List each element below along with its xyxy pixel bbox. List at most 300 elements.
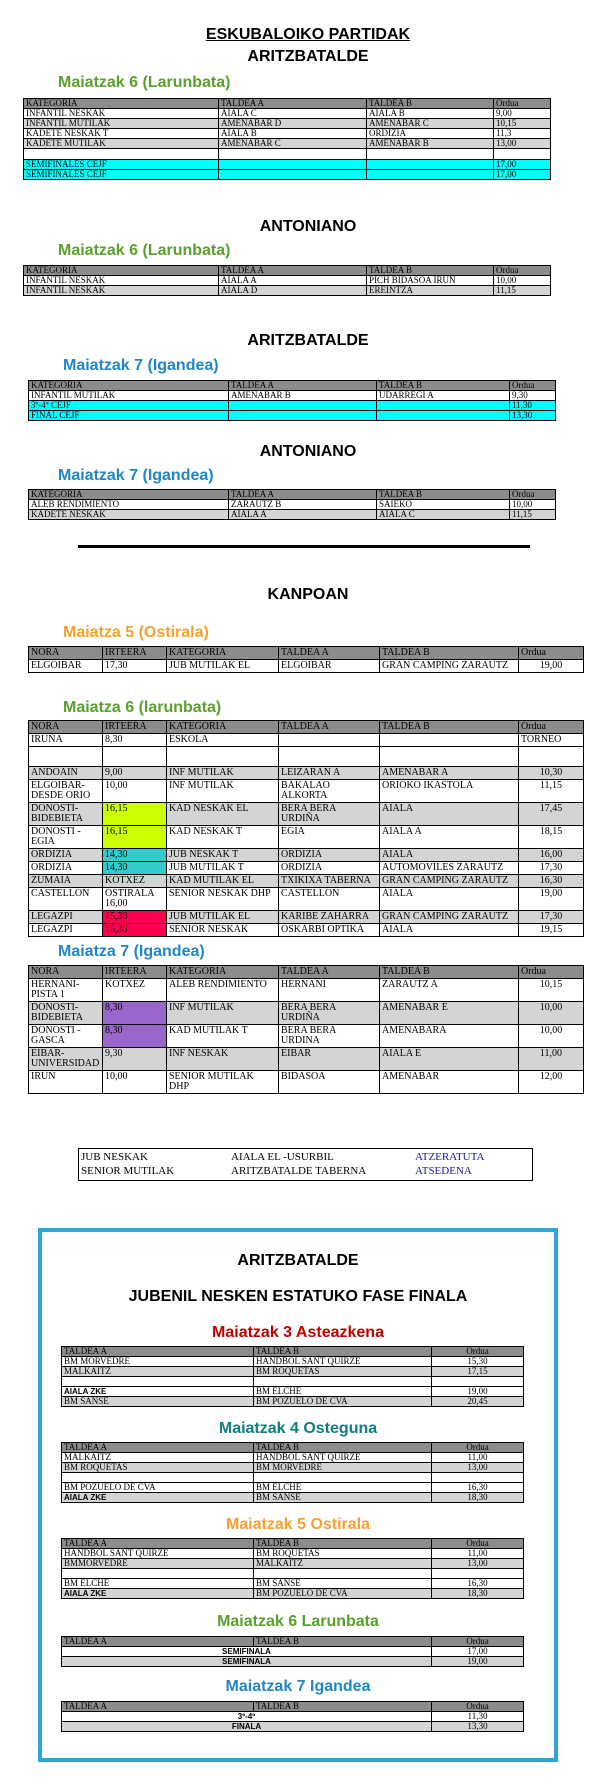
col-header: TALDEA B — [254, 1539, 432, 1549]
table-row — [29, 924, 584, 937]
final-table — [61, 1636, 524, 1667]
table-cell: JUB MUTILAK T — [167, 862, 279, 875]
table-header-row — [29, 647, 584, 660]
table-row — [29, 888, 584, 911]
col-header: Ordua — [432, 1702, 524, 1712]
table-cell — [24, 149, 219, 160]
table-cell: BM ROQUETAS — [254, 1549, 432, 1559]
col-header: TALDEA B — [254, 1347, 432, 1357]
table-cell: 19,00 — [432, 1657, 524, 1667]
table-cell — [380, 747, 519, 767]
table-cell: MALKAITZ — [62, 1367, 254, 1377]
table-cell: 3º-4º CEJF — [29, 401, 229, 411]
col-header: TALDEA A — [279, 966, 380, 979]
table-cell: FINAL CEJF — [29, 411, 229, 421]
table-cell: AUTOMOVILES ZARAUTZ — [380, 862, 519, 875]
table-cell: OSKARBI OPTIKA — [279, 924, 380, 937]
table-row — [62, 1559, 524, 1569]
table-cell — [519, 747, 584, 767]
notice-category: SENIOR MUTILAK — [81, 1165, 175, 1177]
table-cell: INF MUTILAK — [167, 780, 279, 803]
col-header: KATEGORIA — [167, 721, 279, 734]
table-cell — [62, 1377, 254, 1387]
table-cell — [62, 1569, 254, 1579]
table-cell: KADETE NESKAK T — [24, 129, 219, 139]
table-row — [62, 1453, 524, 1463]
table-row — [62, 1569, 524, 1579]
notice-team: AIALA EL -USURBIL — [231, 1151, 334, 1163]
table-cell: MALKAITZ — [62, 1453, 254, 1463]
table-cell — [254, 1377, 432, 1387]
table-cell: BM POZUELO DE CVA — [254, 1397, 432, 1407]
venue-heading: ARITZBATALDE — [247, 332, 369, 349]
table-cell: 10,00 — [103, 780, 167, 803]
table-cell: 12,00 — [519, 1071, 584, 1094]
table-header-row — [62, 1443, 524, 1453]
table-header-row — [29, 381, 556, 391]
table-cell: AIALA — [380, 888, 519, 911]
table-cell: AIALA A — [229, 510, 377, 520]
table-cell: AMENABAR D — [219, 119, 367, 129]
table-row — [62, 1647, 524, 1657]
table-cell: BM ELCHE — [254, 1483, 432, 1493]
col-header: Ordua — [432, 1347, 524, 1357]
table-cell: DONOSTI-BIDEBIETA — [29, 803, 103, 826]
col-header: KATEGORIA — [167, 966, 279, 979]
table-cell: 10,00 — [519, 1002, 584, 1025]
table-cell — [432, 1377, 524, 1387]
table-cell: 15,30 — [103, 911, 167, 924]
table-row — [29, 1025, 584, 1048]
col-header: Ordua — [494, 266, 551, 276]
table-cell: BM ELCHE — [254, 1387, 432, 1397]
day-heading: Maiatzak 7 (Igandea) — [63, 357, 219, 374]
table-cell: EREINTZA — [367, 286, 494, 296]
table-cell: AMENABAR B — [367, 139, 494, 149]
table-row — [24, 286, 551, 296]
table-cell: JUB NESKAK T — [167, 849, 279, 862]
table-cell: 16,30 — [519, 875, 584, 888]
table-cell: BM POZUELO DE CVA — [62, 1483, 254, 1493]
table-cell — [219, 170, 367, 180]
away-table — [28, 965, 584, 1094]
col-header: TALDEA B — [254, 1637, 432, 1647]
table-cell — [29, 747, 103, 767]
col-header: Ordua — [494, 99, 551, 109]
table-cell: 10,00 — [103, 1071, 167, 1094]
col-header: KATEGORIA — [24, 99, 219, 109]
table-row — [24, 149, 551, 160]
table-row — [62, 1463, 524, 1473]
table-row — [62, 1549, 524, 1559]
day-heading: Maiatzak 5 Ostirala — [225, 1516, 371, 1533]
table-cell: DONOSTI-BIDEBIETA — [29, 1002, 103, 1025]
table-cell: SEMIFINALES CEJF — [24, 170, 219, 180]
table-cell: BM SANSE — [254, 1493, 432, 1503]
table-row — [29, 391, 556, 401]
table-header-row — [29, 966, 584, 979]
col-header: TALDEA A — [62, 1443, 254, 1453]
table-row — [62, 1367, 524, 1377]
table-cell: ELGOIBAR-DESDE ORIO — [29, 780, 103, 803]
day-heading: Maiatzak 6 (Larunbata) — [58, 242, 231, 259]
col-header: TALDEA A — [62, 1347, 254, 1357]
table-cell: 10,15 — [519, 979, 584, 1002]
table-cell: LEGAZPI — [29, 911, 103, 924]
table-cell: ESKOLA — [167, 734, 279, 747]
table-cell — [494, 149, 551, 160]
table-cell: AIALA ZKE — [62, 1589, 254, 1599]
table-cell: INFANTIL NESKAK — [24, 276, 219, 286]
table-cell: BMMORVEDRE — [62, 1559, 254, 1569]
table-cell: AIALA B — [219, 129, 367, 139]
table-cell: BM SANSE — [254, 1579, 432, 1589]
table-cell: KAD NESKAK EL — [167, 803, 279, 826]
table-cell: 11,3 — [494, 129, 551, 139]
final-table — [61, 1701, 524, 1732]
table-row — [29, 1071, 584, 1094]
table-cell: INF NESKAK — [167, 1048, 279, 1071]
table-cell: 11,30 — [432, 1712, 524, 1722]
table-cell: 17,15 — [432, 1367, 524, 1377]
table-cell: 13,30 — [510, 411, 556, 421]
table-cell: 14,30 — [103, 849, 167, 862]
table-cell: AMENABAR A — [380, 767, 519, 780]
table-cell: 10,00 — [519, 1025, 584, 1048]
col-header: TALDEA A — [279, 721, 380, 734]
table-cell: HERNANI — [279, 979, 380, 1002]
final-phase-box — [38, 1228, 558, 1762]
col-header: KATEGORIA — [167, 647, 279, 660]
table-row — [24, 109, 551, 119]
table-cell — [279, 747, 380, 767]
schedule-table — [23, 98, 551, 180]
table-cell: AIALA E — [380, 1048, 519, 1071]
table-cell: TORNEO — [519, 734, 584, 747]
table-row — [29, 747, 584, 767]
col-header: NORA — [29, 647, 103, 660]
table-cell: AMENABAR C — [367, 119, 494, 129]
table-cell: KAD NESKAK T — [167, 826, 279, 849]
section-title: KANPOAN — [267, 586, 349, 603]
table-row — [29, 401, 556, 411]
day-heading: Maiatzak 6 Larunbata — [217, 1613, 379, 1630]
table-cell — [103, 747, 167, 767]
table-row — [62, 1473, 524, 1483]
final-table — [61, 1442, 524, 1503]
col-header: TALDEA A — [279, 647, 380, 660]
notice-box — [78, 1148, 533, 1181]
table-cell: AIALA A — [380, 826, 519, 849]
table-cell: 10,00 — [510, 500, 556, 510]
schedule-table — [23, 265, 551, 296]
table-row — [62, 1722, 524, 1732]
table-cell: 11,15 — [519, 780, 584, 803]
table-cell: 10,00 — [494, 276, 551, 286]
table-cell: 17,00 — [432, 1647, 524, 1657]
table-cell: 16,15 — [103, 803, 167, 826]
table-cell: MALKAITZ — [254, 1559, 432, 1569]
table-cell — [377, 411, 510, 421]
col-header: IRTEERA — [103, 966, 167, 979]
col-header: TALDEA A — [229, 490, 377, 500]
table-cell: BM POZUELO DE CVA — [254, 1589, 432, 1599]
col-header: Ordua — [519, 721, 584, 734]
table-row — [29, 803, 584, 826]
notice-team: ARITZBATALDE TABERNA — [231, 1165, 367, 1177]
table-cell: ALEB RENDIMIENTO — [29, 500, 229, 510]
table-cell: AMENABAR — [380, 1071, 519, 1094]
table-cell: INFANTIL NESKAK — [24, 109, 219, 119]
table-row — [24, 170, 551, 180]
col-header: TALDEA B — [254, 1702, 432, 1712]
table-cell: LEGAZPI — [29, 924, 103, 937]
table-cell: INFANTIL MUTILAK — [29, 391, 229, 401]
col-header: Ordua — [432, 1539, 524, 1549]
table-cell: AIALA C — [377, 510, 510, 520]
table-cell: 17,30 — [103, 660, 167, 673]
table-cell: 8,30 — [103, 1025, 167, 1048]
table-cell — [62, 1473, 254, 1483]
col-header: TALDEA B — [380, 647, 519, 660]
table-cell: BM MORVEDRE — [62, 1357, 254, 1367]
table-cell — [229, 401, 377, 411]
table-row — [24, 119, 551, 129]
table-row — [62, 1387, 524, 1397]
col-header: Ordua — [510, 490, 556, 500]
table-cell: 18,30 — [432, 1589, 524, 1599]
table-cell: 15,30 — [432, 1357, 524, 1367]
table-cell: 16,30 — [432, 1579, 524, 1589]
day-heading: Maiatza 6 (larunbata) — [63, 699, 222, 716]
col-header: TALDEA B — [254, 1443, 432, 1453]
table-row — [24, 139, 551, 149]
table-cell: 17,45 — [519, 803, 584, 826]
table-header-row — [24, 266, 551, 276]
table-cell: OSTIRALA 16,00 — [103, 888, 167, 911]
table-row — [29, 510, 556, 520]
table-cell — [254, 1569, 432, 1579]
table-cell: CASTELLON — [29, 888, 103, 911]
table-cell — [254, 1473, 432, 1483]
table-cell: DONOSTI -GASCA — [29, 1025, 103, 1048]
table-cell — [380, 734, 519, 747]
table-row — [29, 826, 584, 849]
table-cell: 11,15 — [494, 286, 551, 296]
table-cell: KADETE NESKAK — [29, 510, 229, 520]
schedule-table — [28, 380, 556, 421]
table-cell: KOTXEZ — [103, 979, 167, 1002]
away-table — [28, 720, 584, 937]
table-cell — [279, 734, 380, 747]
table-cell: INFANTIL NESKAK — [24, 286, 219, 296]
table-row — [29, 780, 584, 803]
table-cell: 11,30 — [510, 401, 556, 411]
table-row — [24, 276, 551, 286]
table-cell: HANDBOL SANT QUIRZE — [254, 1357, 432, 1367]
table-cell: 16,00 — [519, 849, 584, 862]
table-cell — [377, 401, 510, 411]
table-cell: INF MUTILAK — [167, 767, 279, 780]
table-cell: FINALA — [62, 1722, 432, 1732]
table-cell: JUB MUTILAK EL — [167, 911, 279, 924]
day-heading: Maiatza 7 (Igandea) — [58, 943, 205, 960]
notice-category: JUB NESKAK — [81, 1151, 148, 1163]
day-heading: Maiatzak 7 Igandea — [225, 1678, 371, 1695]
table-cell: GRAN CAMPING ZARAUTZ — [380, 875, 519, 888]
table-cell: KOTXEZ — [103, 875, 167, 888]
notice-status: ATSEDENA — [415, 1165, 472, 1177]
table-cell: AIALA D — [219, 286, 367, 296]
table-row — [29, 1048, 584, 1071]
table-header-row — [62, 1539, 524, 1549]
table-cell: 11,00 — [519, 1048, 584, 1071]
final-title: JUBENIL NESKEN ESTATUKO FASE FINALA — [128, 1288, 468, 1305]
table-row — [62, 1579, 524, 1589]
day-heading: Maiatzak 3 Asteazkena — [212, 1324, 384, 1341]
col-header: NORA — [29, 721, 103, 734]
col-header: Ordua — [432, 1443, 524, 1453]
table-cell: 8,30 — [103, 734, 167, 747]
table-cell: AIALA B — [367, 109, 494, 119]
table-cell — [167, 747, 279, 767]
table-row — [29, 660, 584, 673]
table-cell: AMENABAR B — [229, 391, 377, 401]
table-cell: CASTELLON — [279, 888, 380, 911]
col-header: Ordua — [519, 966, 584, 979]
col-header: Ordua — [510, 381, 556, 391]
table-cell: 13,30 — [432, 1722, 524, 1732]
table-cell: 17,00 — [494, 160, 551, 170]
table-cell: ZARAUTZ B — [229, 500, 377, 510]
day-heading: Maiatzak 6 (Larunbata) — [58, 74, 231, 91]
col-header: TALDEA B — [367, 99, 494, 109]
table-cell: GRAN CAMPING ZARAUTZ — [380, 911, 519, 924]
table-cell: 11,15 — [510, 510, 556, 520]
table-row — [62, 1377, 524, 1387]
page-title: ESKUBALOIKO PARTIDAK — [205, 26, 411, 43]
table-row — [29, 875, 584, 888]
col-header: TALDEA B — [380, 966, 519, 979]
table-row — [29, 979, 584, 1002]
final-table — [61, 1346, 524, 1407]
table-cell: AIALA ZKE — [62, 1387, 254, 1397]
table-cell: 3º-4º — [62, 1712, 432, 1722]
table-cell: AMENABAR C — [219, 139, 367, 149]
table-cell: 13,00 — [432, 1463, 524, 1473]
col-header: TALDEA A — [62, 1702, 254, 1712]
col-header: IRTEERA — [103, 647, 167, 660]
table-cell: SAIEKO — [377, 500, 510, 510]
table-cell — [367, 160, 494, 170]
table-cell: 9,00 — [494, 109, 551, 119]
table-cell: JUB MUTILAK EL — [167, 660, 279, 673]
table-cell — [432, 1569, 524, 1579]
table-cell: BAKALAO ALKORTA — [279, 780, 380, 803]
table-header-row — [62, 1637, 524, 1647]
table-cell: BM ROQUETAS — [62, 1463, 254, 1473]
table-header-row — [62, 1702, 524, 1712]
table-cell: BM ROQUETAS — [254, 1367, 432, 1377]
table-cell: GRAN CAMPING ZARAUTZ — [380, 660, 519, 673]
day-heading: Maiatzak 7 (Igandea) — [58, 467, 214, 484]
notice-status: ATZERATUTA — [415, 1151, 485, 1163]
table-cell: AIALA — [380, 849, 519, 862]
table-row — [29, 500, 556, 510]
table-cell: EGIA — [279, 826, 380, 849]
table-row — [29, 767, 584, 780]
table-cell: ELGOIBAR — [29, 660, 103, 673]
table-cell: PICH BIDASOA IRUN — [367, 276, 494, 286]
table-cell: 13,00 — [494, 139, 551, 149]
col-header: TALDEA A — [62, 1539, 254, 1549]
table-cell: AMENABARA — [380, 1025, 519, 1048]
table-cell — [367, 149, 494, 160]
table-cell: ORIOKO IKASTOLA — [380, 780, 519, 803]
table-cell: 9,00 — [103, 767, 167, 780]
table-row — [62, 1712, 524, 1722]
venue-heading: ANTONIANO — [259, 218, 357, 235]
table-cell: 19,00 — [519, 888, 584, 911]
table-cell: TXIKIXA TABERNA — [279, 875, 380, 888]
table-cell: HANDBOL SANT QUIRZE — [62, 1549, 254, 1559]
table-row — [62, 1493, 524, 1503]
table-header-row — [29, 490, 556, 500]
table-cell: ORDIZIA — [29, 849, 103, 862]
table-cell: UDARREGI A — [377, 391, 510, 401]
table-cell: 18,15 — [519, 826, 584, 849]
col-header: TALDEA A — [62, 1637, 254, 1647]
col-header: NORA — [29, 966, 103, 979]
table-cell: IRUÑA — [29, 734, 103, 747]
table-cell: INFANTIL MUTILAK — [24, 119, 219, 129]
col-header: TALDEA B — [380, 721, 519, 734]
table-cell: SEMIFINALA — [62, 1657, 432, 1667]
table-cell — [367, 170, 494, 180]
table-header-row — [29, 721, 584, 734]
table-cell: 10,15 — [494, 119, 551, 129]
table-cell: LEIZARAN A — [279, 767, 380, 780]
col-header: TALDEA B — [377, 490, 510, 500]
table-row — [62, 1397, 524, 1407]
table-cell: SEMIFINALA — [62, 1647, 432, 1657]
col-header: TALDEA B — [367, 266, 494, 276]
table-cell: 11,00 — [432, 1453, 524, 1463]
table-cell — [219, 160, 367, 170]
col-header: KATEGORIA — [29, 381, 229, 391]
table-row — [29, 1002, 584, 1025]
col-header: TALDEA A — [219, 99, 367, 109]
table-cell — [229, 411, 377, 421]
table-cell: ORDIZIA — [367, 129, 494, 139]
table-cell: ZUMAIA — [29, 875, 103, 888]
table-cell: 19,15 — [519, 924, 584, 937]
table-cell: BM SANSE — [62, 1397, 254, 1407]
table-cell: SEMIFINALES CEJF — [24, 160, 219, 170]
table-cell: IRUN — [29, 1071, 103, 1094]
table-cell: DONOSTI -EGIA — [29, 826, 103, 849]
table-cell: 11,00 — [432, 1549, 524, 1559]
table-row — [62, 1483, 524, 1493]
col-header: TALDEA B — [377, 381, 510, 391]
table-cell: AMENABAR E — [380, 1002, 519, 1025]
table-cell: 17,30 — [519, 911, 584, 924]
table-row — [24, 129, 551, 139]
final-table — [61, 1538, 524, 1599]
table-cell: ALEB RENDIMIENTO — [167, 979, 279, 1002]
table-cell: KAD MUTILAK T — [167, 1025, 279, 1048]
table-cell: SENIOR NESKAK — [167, 924, 279, 937]
